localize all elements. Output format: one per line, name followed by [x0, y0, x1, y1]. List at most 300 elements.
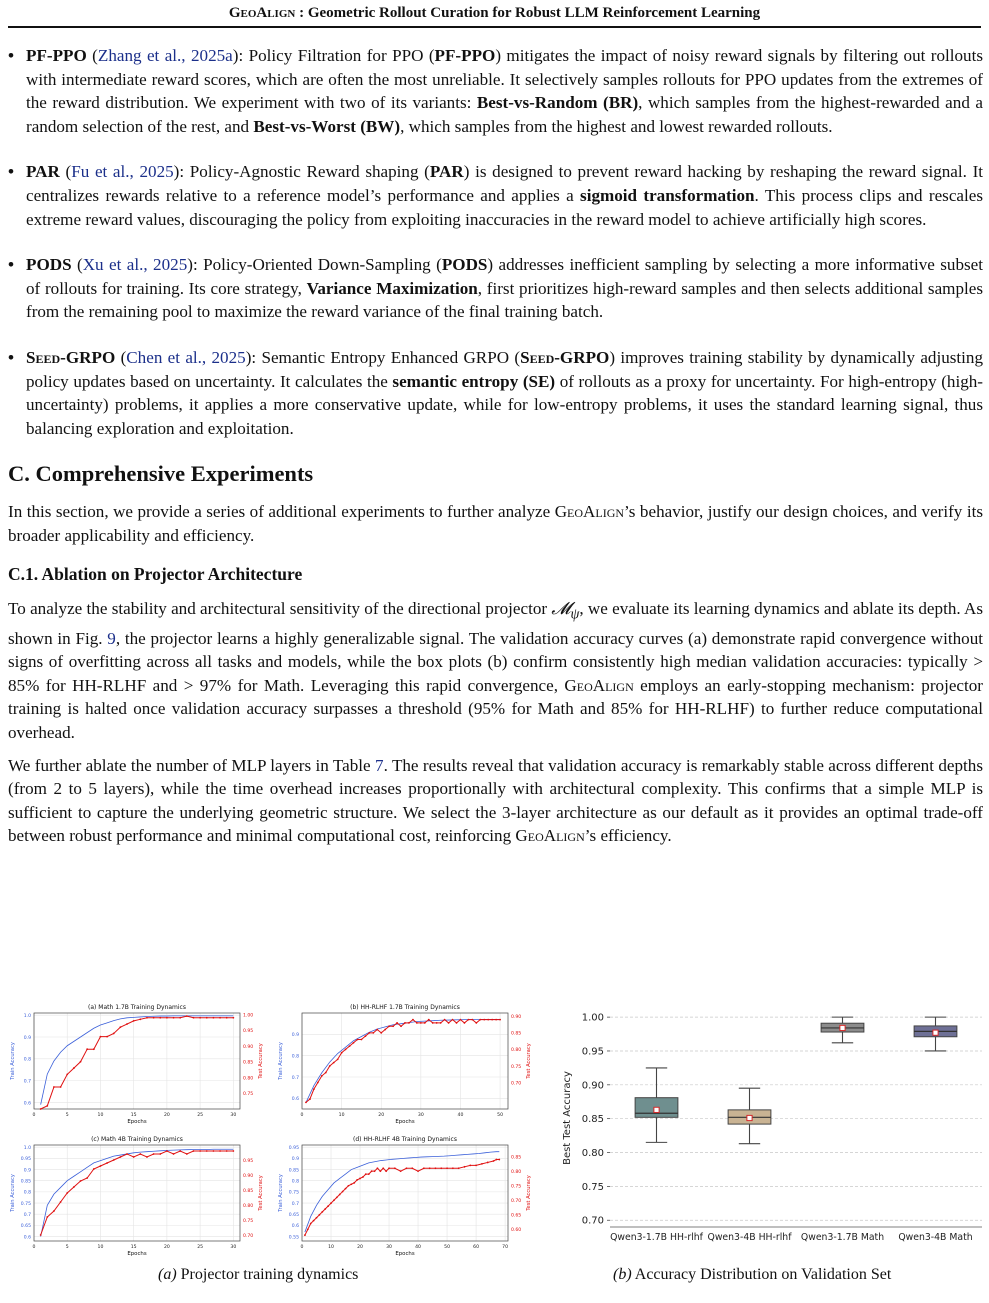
tick-label: 0.90 — [581, 1080, 604, 1092]
chart-title: (b) HH-RLHF 1.7B Training Dynamics — [350, 1004, 460, 1011]
test-accuracy-point — [362, 1176, 364, 1178]
test-accuracy-point — [199, 1150, 201, 1152]
test-accuracy-point — [206, 1017, 208, 1019]
test-accuracy-point — [232, 1150, 234, 1152]
test-accuracy-point — [159, 1017, 161, 1019]
tick-label: 5 — [65, 1245, 69, 1250]
test-accuracy-point — [448, 1022, 450, 1024]
body-text: In this section, we provide a series of additional experiments to further analyze — [8, 501, 555, 521]
method-text: ) addresses inefficient sampling by selecting a more informative subset of rollouts for training. Its core strategy, — [26, 255, 983, 298]
method-bold: PODS — [441, 255, 488, 275]
body-text: ’s efficiency. — [584, 826, 672, 846]
tick-label: 0.8 — [291, 1179, 299, 1185]
test-accuracy-point — [342, 1191, 344, 1193]
test-accuracy-point — [226, 1150, 228, 1152]
baseline-methods-list — [8, 44, 983, 440]
tick-label: 0.80 — [511, 1169, 522, 1175]
test-accuracy-point — [392, 1025, 394, 1027]
method-text: ): Semantic Entropy Enhanced GRPO ( — [245, 347, 521, 367]
test-accuracy-point — [100, 1165, 102, 1167]
train-accuracy-line — [41, 1149, 234, 1236]
test-accuracy-point — [349, 1045, 351, 1047]
test-accuracy-line — [306, 1020, 500, 1103]
method-item-pods: • PODS (Xu et al., 2025): Policy-Oriented Down-Sampling (PODS) addresses inefficient sampling by selecting a more informative subset of rollouts for training. Its core strategy, Variance Maximization, first prioritizes high-reward samples and then selects additional samples from the remaining pool to maximize the reward variance of the final training batch. — [8, 253, 983, 324]
test-accuracy-point — [321, 1211, 323, 1213]
test-accuracy-point — [376, 1029, 378, 1031]
test-accuracy-point — [345, 1188, 347, 1190]
plot-frame — [302, 1013, 508, 1109]
test-accuracy-point — [388, 1025, 390, 1027]
test-accuracy-point — [429, 1167, 431, 1169]
running-header — [8, 0, 981, 28]
body-text: , the projector learns a highly generalizable signal. The validation accuracy curves (a) demonstrate rapid convergence without signs of overfitting across all tasks and models, while the box plots (b) confirm consistently high median validation accuracies: typically > 85% for HH-RLHF and > 97% for Math. Leveraging this rapid convergence, — [8, 628, 983, 695]
paragraph-mlp-layers — [8, 754, 983, 848]
training-dynamics-chart — [10, 1136, 264, 1257]
test-accuracy-point — [179, 1017, 181, 1019]
tick-label: 0.85 — [288, 1168, 299, 1174]
math-symbol: 𝓜 — [551, 598, 571, 618]
test-accuracy-point — [400, 1170, 402, 1172]
tick-label: 60 — [473, 1245, 480, 1250]
test-accuracy-point — [460, 1019, 462, 1021]
test-accuracy-point — [73, 1067, 75, 1069]
body-text: We further ablate the number of MLP layers in Table — [8, 755, 376, 775]
box-plot-chart — [562, 1013, 982, 1243]
test-accuracy-point — [424, 1022, 426, 1024]
tick-label: 0.70 — [511, 1199, 522, 1205]
test-accuracy-point — [309, 1098, 311, 1100]
test-accuracy-point — [307, 1228, 309, 1230]
test-accuracy-point — [493, 1160, 495, 1162]
test-accuracy-point — [219, 1150, 221, 1152]
method-text: of rollouts as a proxy for uncertainty. For high-entropy (high-uncertainty) problems, it applies a more conservative update, while for low-entropy problems, it uses the standard learning signal, thus balancing exploration and exploitation. — [26, 371, 983, 438]
tick-label: 0.75 — [243, 1092, 254, 1098]
body-text: employs an early-stopping mechanism: projector training is halted once validation accuracy surpasses a threshold (95% for Math and 85% for HH-RLHF) to further reduce computational overhead. — [8, 675, 983, 743]
tick-label: 0.80 — [243, 1076, 254, 1082]
test-accuracy-point — [73, 1186, 75, 1188]
test-accuracy-point — [400, 1025, 402, 1027]
axis-label: Epochs — [127, 1119, 147, 1125]
category-label: Qwen3-4B Math — [898, 1232, 973, 1243]
test-accuracy-point — [416, 1022, 418, 1024]
plot-frame — [302, 1145, 508, 1241]
test-accuracy-point — [388, 1167, 390, 1169]
test-accuracy-point — [153, 1017, 155, 1019]
method-bold: sigmoid transformation — [580, 185, 755, 205]
test-accuracy-point — [408, 1022, 410, 1024]
training-dynamics-chart — [10, 1004, 264, 1125]
method-text: ) mitigates the impact of noisy reward signals by filtering out rollouts with intermediate reward scores, which are often the most unreliable. It selectively samples rollouts for PPO updates from the extremes of the reward distribution. We experiment with two of its variants: — [26, 46, 984, 113]
tick-label: 0.6 — [291, 1097, 299, 1103]
subcaption-label: (b) — [613, 1266, 632, 1283]
tick-label: 0 — [300, 1113, 304, 1118]
method-text: ) is designed to prevent reward hacking by reshaping the reward signal. It centralizes rewards relative to a reference model’s performance and applies a — [26, 162, 984, 205]
test-accuracy-point — [80, 1061, 82, 1063]
test-accuracy-point — [499, 1019, 501, 1021]
test-accuracy-point — [146, 1156, 148, 1158]
mean-marker — [840, 1025, 845, 1030]
test-accuracy-point — [396, 1022, 398, 1024]
training-dynamics-chart — [278, 1004, 532, 1125]
tick-label: 1.0 — [23, 1013, 31, 1019]
tick-label: 0.6 — [23, 1101, 31, 1107]
test-accuracy-point — [491, 1019, 493, 1021]
tick-label: 0.85 — [581, 1114, 604, 1126]
method-text: , first prioritizes high-reward samples and then selects additional samples from the remaining pool to maximize the reward variance of the final training batch. — [26, 278, 983, 322]
test-accuracy-point — [304, 1234, 306, 1236]
tick-label: 0.65 — [511, 1213, 522, 1219]
chart-title: (c) Math 4B Training Dynamics — [91, 1136, 183, 1143]
method-item-pf-ppo: • PF-PPO (Zhang et al., 2025a): Policy Filtration for PPO (PF-PPO) mitigates the impact of noisy reward signals by filtering out rollouts with intermediate reward scores, which are often the most unreliable. It selectively samples rollouts for PPO updates from the extremes of the reward distribution. We experiment with two of its variants: Best-vs-Random (BR), which samples from the highest-rewarded and a random selection of the rest, and Best-vs-Worst (BW), which samples from the highest and lowest rewarded rollouts. — [8, 44, 983, 138]
axis-label: Epochs — [395, 1119, 415, 1125]
mean-marker — [654, 1107, 659, 1112]
tick-label: 10 — [338, 1113, 345, 1118]
tick-label: 0.75 — [511, 1184, 522, 1190]
tick-label: 0.80 — [511, 1048, 522, 1054]
category-label: Qwen3-4B HH-rlhf — [707, 1232, 792, 1243]
tick-label: 0.65 — [20, 1224, 31, 1230]
test-accuracy-point — [337, 1058, 339, 1060]
test-accuracy-point — [173, 1017, 175, 1019]
test-accuracy-point — [232, 1017, 234, 1019]
header-title-rest: : Geometric Rollout Curation for Robust LLM Reinforcement Learning — [295, 5, 761, 21]
tick-label: 0.85 — [20, 1179, 31, 1185]
test-accuracy-point — [382, 1167, 384, 1169]
test-accuracy-point — [93, 1048, 95, 1050]
method-bold: PF-PPO — [434, 46, 496, 65]
tick-label: 30 — [386, 1245, 392, 1250]
test-accuracy-point — [446, 1167, 448, 1169]
test-accuracy-point — [60, 1201, 62, 1203]
plot-frame — [34, 1145, 240, 1241]
body-text: To analyze the stability and architectural sensitivity of the directional projector — [8, 598, 552, 618]
subcaption-label: (a) — [158, 1266, 177, 1283]
test-accuracy-point — [423, 1167, 425, 1169]
citation-link[interactable]: Fu et al., 2025 — [71, 162, 174, 182]
tick-label: 0.95 — [288, 1146, 299, 1152]
axis-label: Test Accuracy — [526, 1043, 532, 1079]
test-accuracy-point — [166, 1017, 168, 1019]
test-accuracy-point — [324, 1208, 326, 1210]
test-accuracy-point — [452, 1019, 454, 1021]
test-accuracy-point — [325, 1072, 327, 1074]
method-name: PODS — [26, 255, 72, 275]
test-accuracy-point — [371, 1170, 373, 1172]
test-accuracy-point — [199, 1017, 201, 1019]
tick-label: 25 — [197, 1113, 204, 1118]
test-accuracy-point — [384, 1029, 386, 1031]
chart-title: (d) HH-RLHF 4B Training Dynamics — [353, 1136, 457, 1143]
test-accuracy-point — [353, 1042, 355, 1044]
math-subscript: ψ — [570, 606, 580, 623]
test-accuracy-point — [66, 1192, 68, 1194]
tick-label: 0.85 — [511, 1155, 522, 1161]
test-accuracy-point — [40, 1108, 42, 1110]
test-accuracy-point — [464, 1166, 466, 1168]
tick-label: 0.9 — [291, 1033, 299, 1039]
axis-label: Test Accuracy — [258, 1175, 264, 1211]
method-name-sc: GeoAlign — [554, 501, 625, 521]
test-accuracy-point — [219, 1017, 221, 1019]
test-accuracy-point — [133, 1156, 135, 1158]
test-accuracy-point — [126, 1153, 128, 1155]
test-accuracy-point — [327, 1205, 329, 1207]
axis-label: Best Test Accuracy — [562, 1071, 573, 1165]
test-accuracy-point — [86, 1177, 88, 1179]
section-heading: C. Comprehensive Experiments — [8, 461, 314, 487]
test-accuracy-point — [348, 1185, 350, 1187]
test-accuracy-point — [106, 1036, 108, 1038]
test-accuracy-point — [498, 1159, 500, 1161]
method-item-par: • PAR (Fu et al., 2025): Policy-Agnostic Reward shaping (PAR) is designed to prevent reward hacking by reshaping the reward signal. It centralizes rewards relative to a reference model’s performance and applies a sigmoid transformation. This process clips and rescales extreme reward values, discouraging the policy from exploiting inaccuracies in the reward model to achieve artificially high scores. — [8, 160, 983, 231]
tick-label: 0.65 — [288, 1213, 299, 1219]
paragraph-projector — [8, 597, 983, 745]
test-accuracy-point — [361, 1039, 363, 1041]
tick-label: 50 — [444, 1245, 451, 1250]
tick-label: 25 — [197, 1245, 204, 1250]
test-accuracy-point — [119, 1156, 121, 1158]
subcaption-text: Projector training dynamics — [176, 1266, 359, 1283]
tick-label: 0.90 — [243, 1044, 254, 1050]
test-accuracy-point — [316, 1217, 318, 1219]
tick-label: 0.85 — [243, 1060, 254, 1066]
tick-label: 1.00 — [581, 1012, 604, 1024]
test-accuracy-line — [41, 1151, 234, 1235]
method-bold: PAR — [429, 162, 464, 182]
test-accuracy-point — [345, 1049, 347, 1051]
method-text: ) improves training stability by dynamically adjusting policy updates based on uncertainty. It calculates the — [26, 347, 984, 391]
test-accuracy-point — [495, 1019, 497, 1021]
test-accuracy-point — [368, 1032, 370, 1034]
test-accuracy-point — [379, 1170, 381, 1172]
test-accuracy-point — [133, 1020, 135, 1022]
method-bold: Best-vs-Worst (BW) — [253, 116, 401, 136]
test-accuracy-point — [356, 1179, 358, 1181]
test-accuracy-point — [305, 1101, 307, 1103]
table-ref-link[interactable]: 7 — [375, 755, 384, 775]
tick-label: 0.6 — [23, 1235, 31, 1241]
test-accuracy-point — [471, 1019, 473, 1021]
tick-label: 0.9 — [291, 1157, 299, 1163]
subcaption-text: Accuracy Distribution on Validation Set — [631, 1266, 892, 1283]
subcaption-b — [613, 1266, 891, 1284]
test-accuracy-point — [357, 1039, 359, 1041]
tick-label: 0.80 — [581, 1148, 604, 1160]
test-accuracy-point — [173, 1153, 175, 1155]
test-accuracy-line — [305, 1160, 499, 1236]
test-accuracy-point — [487, 1162, 489, 1164]
test-accuracy-point — [436, 1022, 438, 1024]
tick-label: 5 — [65, 1113, 69, 1118]
tick-label: 30 — [230, 1245, 237, 1250]
axis-label: Epochs — [395, 1251, 415, 1257]
tick-label: 0.95 — [243, 1158, 254, 1164]
figure-ref-link[interactable]: 9 — [107, 628, 116, 648]
test-accuracy-point — [179, 1150, 181, 1152]
test-accuracy-point — [226, 1017, 228, 1019]
test-accuracy-point — [126, 1023, 128, 1025]
test-accuracy-point — [495, 1159, 497, 1161]
tick-label: 20 — [163, 1245, 170, 1250]
axis-label: Epochs — [127, 1251, 147, 1257]
tick-label: 0.80 — [243, 1203, 254, 1209]
tick-label: 0.8 — [291, 1054, 299, 1060]
test-accuracy-point — [193, 1150, 195, 1152]
test-accuracy-point — [139, 1153, 141, 1155]
tick-label: 30 — [230, 1113, 237, 1118]
tick-label: 0 — [32, 1113, 36, 1118]
test-accuracy-point — [319, 1214, 321, 1216]
test-accuracy-point — [372, 1032, 374, 1034]
method-bold: Seed-GRPO — [520, 347, 610, 367]
test-accuracy-point — [213, 1017, 215, 1019]
body-text: . The results reveal that validation accuracy is remarkably stable across different depths (from 2 to 5 layers), while the time overhead increases proportionally with architectural complexity. This confirms that a simple MLP is sufficient to capture the underlying geometric structure. We select the 3-layer architecture as our default as it provides an optimal trade-off between robust performance and minimal computational cost, reinforcing — [8, 755, 983, 846]
tick-label: 0.75 — [243, 1218, 254, 1224]
test-accuracy-point — [46, 1105, 48, 1107]
test-accuracy-point — [435, 1167, 437, 1169]
tick-label: 0.70 — [581, 1215, 604, 1227]
tick-label: 1.0 — [23, 1146, 31, 1152]
tick-label: 0.75 — [581, 1181, 604, 1193]
method-text: ): Policy-Agnostic Reward shaping ( — [173, 162, 430, 182]
axis-label: Test Accuracy — [258, 1043, 264, 1079]
tick-label: 0.7 — [291, 1075, 299, 1081]
body-text: , we evaluate its learning dynamics and ablate its depth. As shown in Fig. — [8, 598, 983, 648]
method-name: PF-PPO — [26, 46, 87, 65]
tick-label: 15 — [130, 1113, 137, 1118]
tick-label: 20 — [163, 1113, 170, 1118]
test-accuracy-point — [475, 1022, 477, 1024]
citation-link[interactable]: Xu et al., 2025 — [82, 255, 188, 275]
test-accuracy-point — [46, 1216, 48, 1218]
tick-label: 0 — [32, 1245, 36, 1250]
mean-marker — [747, 1115, 752, 1120]
citation-link[interactable]: Zhang et al., 2025a — [97, 46, 233, 65]
tick-label: 1.00 — [243, 1013, 254, 1019]
test-accuracy-point — [60, 1086, 62, 1088]
tick-label: 15 — [130, 1245, 137, 1250]
test-accuracy-point — [350, 1183, 352, 1185]
test-accuracy-point — [467, 1019, 469, 1021]
test-accuracy-point — [359, 1178, 361, 1180]
test-accuracy-line — [41, 1016, 234, 1109]
test-accuracy-point — [411, 1167, 413, 1169]
tick-label: 0.90 — [511, 1015, 522, 1021]
method-item-seed-grpo: • Seed-GRPO (Chen et al., 2025): Semantic Entropy Enhanced GRPO (Seed-GRPO) improves training stability by dynamically adjusting policy updates based on uncertainty. It calculates the semantic entropy (SE) of rollouts as a proxy for uncertainty. For high-entropy (high-uncertainty) problems, it applies a more conservative update, while for low-entropy problems, it uses the standard learning signal, thus balancing exploration and exploitation. — [8, 346, 983, 440]
plot-frame — [34, 1013, 240, 1109]
test-accuracy-point — [440, 1022, 442, 1024]
method-text: , which samples from the highest-rewarded and a random selection of the rest, and — [26, 93, 983, 136]
header-title-sc: GeoAlign — [228, 5, 296, 21]
test-accuracy-point — [406, 1167, 408, 1169]
test-accuracy-point — [432, 1022, 434, 1024]
test-accuracy-point — [368, 1173, 370, 1175]
method-text: ): Policy-Oriented Down-Sampling ( — [187, 255, 442, 275]
test-accuracy-point — [193, 1017, 195, 1019]
category-label: Qwen3-1.7B HH-rlhf — [610, 1232, 703, 1243]
test-accuracy-point — [329, 1065, 331, 1067]
axis-label: Train Accuracy — [10, 1174, 16, 1212]
test-accuracy-point — [321, 1075, 323, 1077]
chart-title: (a) Math 1.7B Training Dynamics — [88, 1004, 186, 1011]
test-accuracy-point — [146, 1017, 148, 1019]
tick-label: 0.95 — [581, 1046, 604, 1058]
test-accuracy-point — [113, 1159, 115, 1161]
test-accuracy-point — [412, 1019, 414, 1021]
training-dynamics-chart — [278, 1136, 532, 1257]
tick-label: 0.70 — [243, 1233, 254, 1239]
test-accuracy-point — [53, 1210, 55, 1212]
subcaption-a — [158, 1266, 358, 1284]
test-accuracy-point — [339, 1194, 341, 1196]
test-accuracy-point — [40, 1234, 42, 1236]
test-accuracy-point — [53, 1086, 55, 1088]
test-accuracy-point — [119, 1026, 121, 1028]
test-accuracy-point — [66, 1073, 68, 1075]
tick-label: 0.9 — [23, 1168, 31, 1174]
test-accuracy-point — [404, 1022, 406, 1024]
subsection-heading: C.1. Ablation on Projector Architecture — [8, 564, 303, 585]
tick-label: 20 — [378, 1113, 385, 1118]
test-accuracy-point — [313, 1220, 315, 1222]
test-accuracy-point — [417, 1170, 419, 1172]
test-accuracy-point — [452, 1167, 454, 1169]
test-accuracy-point — [479, 1019, 481, 1021]
tick-label: 0.8 — [23, 1190, 31, 1196]
axis-label: Train Accuracy — [278, 1042, 284, 1080]
tick-label: 0.95 — [243, 1029, 254, 1035]
figure-panel-b — [548, 995, 988, 1257]
test-accuracy-point — [153, 1153, 155, 1155]
tick-label: 40 — [415, 1245, 421, 1250]
method-text: . This process clips and rescales extreme reward values, discouraging the policy from exploiting inaccuracies in the reward model to achieve artificially high scores. — [26, 185, 983, 229]
axis-label: Train Accuracy — [278, 1174, 284, 1212]
method-text: ): Policy Filtration for PPO ( — [232, 46, 435, 65]
test-accuracy-point — [313, 1088, 315, 1090]
test-accuracy-point — [100, 1036, 102, 1038]
method-name-sc: GeoAlign — [564, 675, 634, 695]
test-accuracy-point — [159, 1153, 161, 1155]
test-accuracy-point — [385, 1170, 387, 1172]
test-accuracy-point — [333, 1062, 335, 1064]
method-bold: Variance Maximization — [306, 278, 478, 298]
tick-label: 0.75 — [20, 1201, 31, 1207]
test-accuracy-point — [333, 1199, 335, 1201]
page-content — [8, 44, 983, 857]
tick-label: 0.70 — [511, 1081, 522, 1087]
figure-panel-a — [0, 995, 530, 1257]
tick-label: 0.6 — [291, 1224, 299, 1230]
test-accuracy-point — [394, 1167, 396, 1169]
test-accuracy-point — [428, 1019, 430, 1021]
method-bold: semantic entropy (SE) — [392, 371, 556, 391]
citation-link[interactable]: Chen et al., 2025 — [126, 347, 246, 367]
method-text: , which samples from the highest and lowest rewarded rollouts. — [400, 116, 833, 136]
method-name: Seed-GRPO — [26, 347, 116, 367]
test-accuracy-point — [377, 1167, 379, 1169]
test-accuracy-point — [365, 1173, 367, 1175]
tick-label: 10 — [97, 1113, 104, 1118]
tick-label: 0.90 — [243, 1173, 254, 1179]
tick-label: 0.75 — [511, 1064, 522, 1070]
category-label: Qwen3-1.7B Math — [800, 1232, 885, 1243]
test-accuracy-point — [93, 1168, 95, 1170]
test-accuracy-point — [166, 1150, 168, 1152]
section-intro — [8, 500, 983, 547]
tick-label: 0.95 — [20, 1157, 31, 1163]
tick-label: 40 — [457, 1113, 464, 1118]
tick-label: 0.8 — [23, 1057, 31, 1063]
